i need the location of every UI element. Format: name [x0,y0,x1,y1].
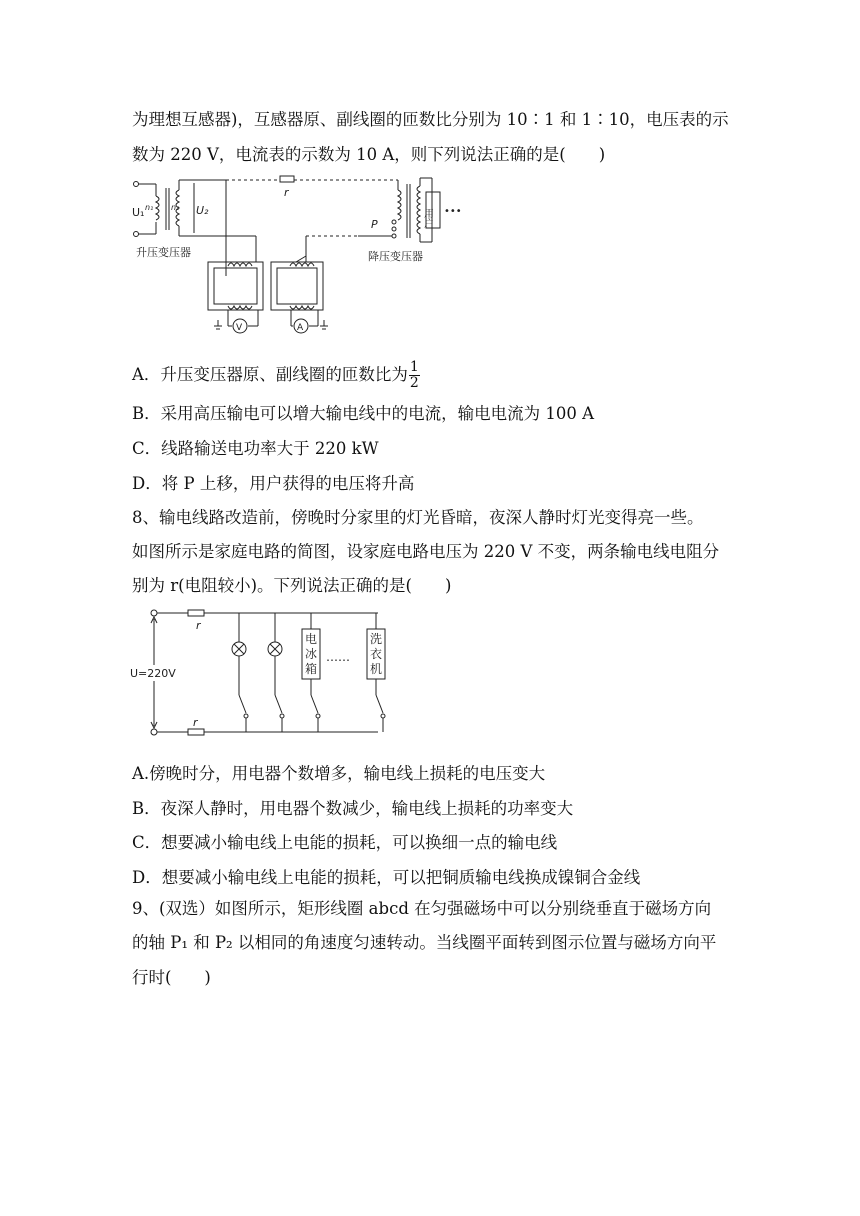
q8-option-b: B．夜深人静时，用电器个数减少，输电线上损耗的功率变大 [132,799,574,818]
user-label: 用户 [421,208,433,228]
user-dots: ••• [444,206,462,217]
q8-option-a: A.傍晚时分，用电器个数增多，输电线上损耗的电压变大 [132,764,546,783]
step-up-label: 升压变压器 [136,246,191,259]
q9-stem-line-2: 的轴 P₁ 和 P₂ 以相同的角速度匀速转动。当线圈平面转到图示位置与磁场方向平 [132,933,717,952]
p-label: P [371,218,378,231]
q8-stem-line-1: 8、输电线路改造前，傍晚时分家里的灯光昏暗，夜深人静时灯光变得亮一些。 [132,508,704,527]
fridge-char-1: 电 [305,632,318,646]
q7-option-a-text: A．升压变压器原、副线圈的匝数比为 [132,365,408,384]
fraction-denominator: 2 [409,375,419,391]
q7-transmission-circuit-diagram [128,170,462,340]
n2-label: n₂ [171,203,180,212]
q8-household-circuit-diagram [128,605,398,740]
fridge-char-2: 冰 [305,647,318,661]
q9-stem-line-3: 行时( ) [132,968,211,987]
q8-option-d: D．想要减小输电线上电能的损耗，可以把铜质输电线换成镍铜合金线 [132,868,641,887]
q7-option-c: C．线路输送电功率大于 220 kW [132,439,379,458]
q7-stem-line-1: 为理想互感器)，互感器原、副线圈的匝数比分别为 10∶1 和 1∶10，电压表的示 [132,110,729,129]
q7-option-d: D．将 P 上移，用户获得的电压将升高 [132,474,415,493]
voltmeter-label: V [236,323,243,333]
q7-option-a [132,360,420,391]
q9-stem-line-1: 9、(双选）如图所示，矩形线圈 abcd 在匀强磁场中可以分别绕垂直于磁场方向 [132,899,712,918]
r-label: r [284,186,289,199]
r-top-label: r [196,619,201,632]
q8-stem-line-3: 别为 r(电阻较小)。下列说法正确的是( ) [132,576,452,595]
r-bottom-label: r [193,716,198,729]
n1-label: n₁ [145,203,154,212]
q7-stem-line-2: 数为 220 V，电流表的示数为 10 A，则下列说法正确的是( ) [132,145,606,164]
u2-label: U₂ [196,204,209,217]
q7-option-a-fraction [409,360,420,391]
q8-stem-line-2: 如图所示是家庭电路的简图，设家庭电路电压为 220 V 不变，两条输电线电阻分 [132,542,720,561]
ammeter-label: A [297,323,304,333]
q8-option-c: C．想要减小输电线上电能的损耗，可以换细一点的输电线 [132,833,558,852]
washer-char-1: 洗 [370,632,383,646]
step-down-label: 降压变压器 [368,250,423,263]
appliance-dots: …… [326,650,350,664]
fraction-numerator: 1 [409,359,419,375]
q7-option-b: B．采用高压输电可以增大输电线中的电流，输电电流为 100 A [132,404,595,423]
fridge-char-3: 箱 [305,662,318,676]
voltage-label: U=220V [130,667,176,680]
washer-char-3: 机 [370,662,383,676]
u1-label: U₁ [132,206,145,219]
washer-char-2: 衣 [370,647,383,661]
